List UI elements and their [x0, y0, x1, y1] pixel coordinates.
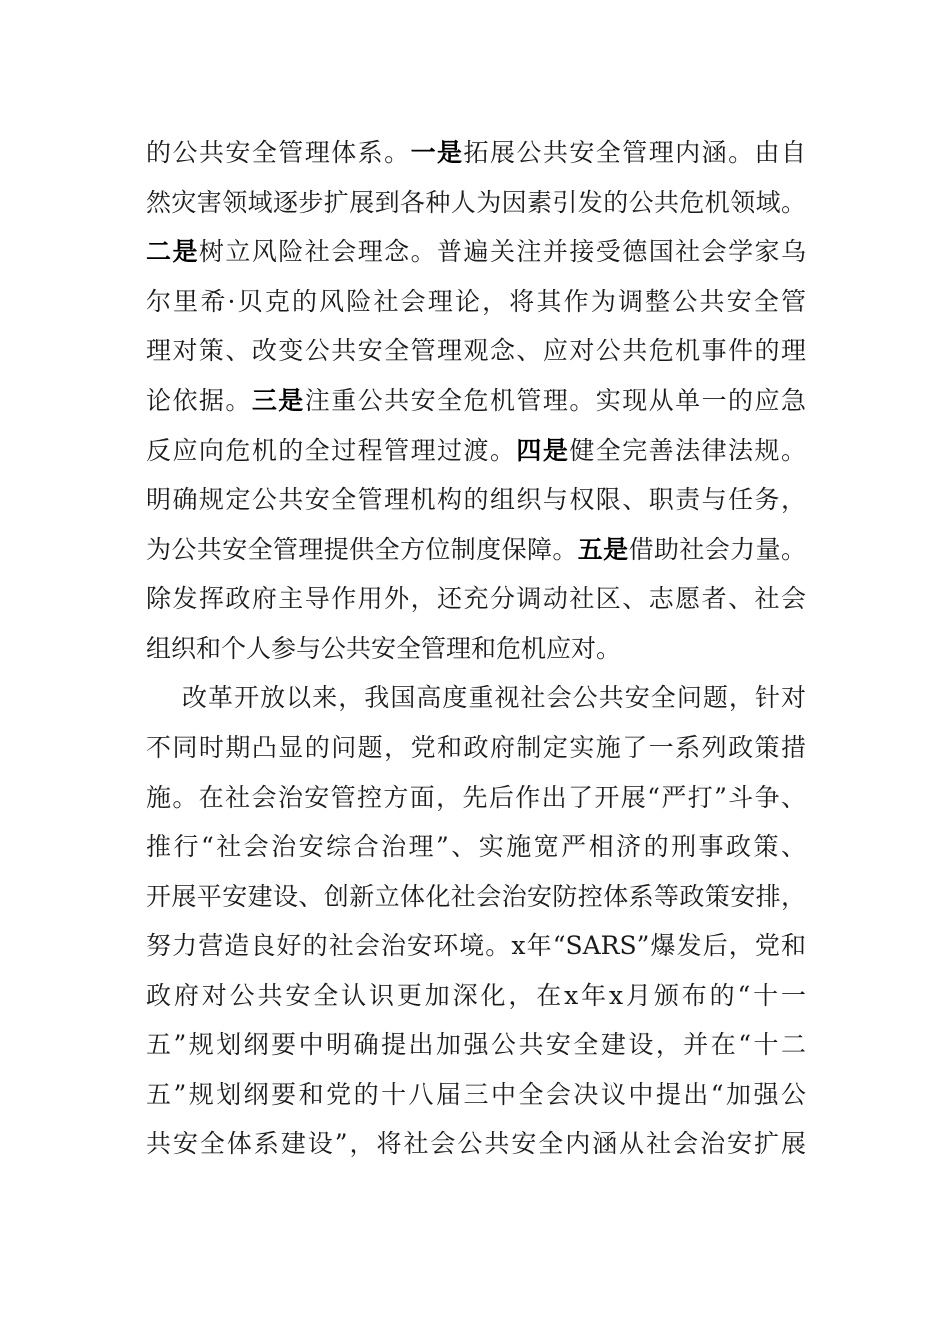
text-run: 开展平安建设、创新立体化社会治安防控体系等政策安排， [146, 882, 806, 911]
p1-line-7 [146, 434, 806, 468]
text-run: 推行“社会治安综合治理”、实施宽严相济的刑事政策、 [146, 832, 806, 861]
bold-marker: 五是 [577, 535, 629, 564]
p2-line-3 [146, 781, 806, 815]
text-run: 借助社会力量。 [628, 535, 806, 564]
text-run: 改革开放以来，我国高度重视社会公共安全问题，针对 [182, 683, 806, 712]
p2-line-8 [146, 1028, 806, 1062]
text-run: 组织和个人参与公共安全管理和危机应对。 [146, 634, 622, 663]
p1-line-5 [146, 334, 806, 368]
p2-line-5 [146, 880, 806, 914]
bold-marker: 三是 [251, 386, 305, 415]
p1-line-6 [146, 384, 806, 418]
text-run: 五”规划纲要中明确提出加强公共安全建设，并在“十二 [146, 1030, 806, 1059]
text-run: 然灾害领域逐步扩展到各种人为因素引发的公共危机领域。 [146, 188, 806, 217]
text-run: 努力营造良好的社会治安环境。x年“SARS”爆发后，党和 [146, 931, 806, 960]
p2-line-2 [146, 731, 806, 765]
text-run: 除发挥政府主导作用外，还充分调动社区、志愿者、社会 [146, 584, 806, 613]
bold-marker: 一是 [410, 138, 464, 167]
text-run: 注重公共安全危机管理。实现从单一的应急 [304, 386, 806, 415]
text-run: 政府对公共安全认识更加深化，在x年x月颁布的“十一 [146, 981, 806, 1010]
p2-line-1 [182, 681, 806, 715]
text-run: 明确规定公共安全管理机构的组织与权限、职责与任务， [146, 485, 806, 514]
p1-line-10 [146, 582, 806, 616]
text-run: 为公共安全管理提供全方位制度保障。 [146, 535, 578, 564]
text-run: 拓展公共安全管理内涵。由自 [463, 138, 806, 167]
text-run: 不同时期凸显的问题，党和政府制定实施了一系列政策措 [146, 733, 806, 762]
p1-line-3 [146, 235, 806, 269]
p2-line-4 [146, 830, 806, 864]
p1-line-9 [146, 533, 806, 567]
text-run: 论依据。 [146, 386, 252, 415]
p1-line-8 [146, 483, 806, 517]
text-run: 健全完善法律法规。 [569, 436, 806, 465]
text-run: 施。在社会治安管控方面，先后作出了开展“严打”斗争、 [146, 783, 806, 812]
p1-line-2 [146, 186, 806, 220]
text-run: 五”规划纲要和党的十八届三中全会决议中提出“加强公 [146, 1080, 806, 1109]
p2-line-9 [146, 1078, 806, 1112]
bold-marker: 四是 [516, 436, 570, 465]
p1-line-4 [146, 285, 806, 319]
p1-line-1 [146, 136, 806, 170]
text-run: 尔里希·贝克的风险社会理论，将其作为调整公共安全管 [146, 287, 806, 316]
p2-line-7 [146, 979, 806, 1013]
bold-marker: 二是 [146, 237, 199, 266]
text-run: 反应向危机的全过程管理过渡。 [146, 436, 517, 465]
p1-line-11 [146, 632, 806, 666]
p2-line-10 [146, 1127, 806, 1161]
text-run: 树立风险社会理念。普遍关注并接受德国社会学家乌 [198, 237, 806, 266]
text-run: 理对策、改变公共安全管理观念、应对公共危机事件的理 [146, 336, 806, 365]
p2-line-6 [146, 929, 806, 963]
text-run: 的公共安全管理体系。 [146, 138, 411, 167]
text-run: 共安全体系建设”，将社会公共安全内涵从社会治安扩展 [146, 1129, 806, 1158]
